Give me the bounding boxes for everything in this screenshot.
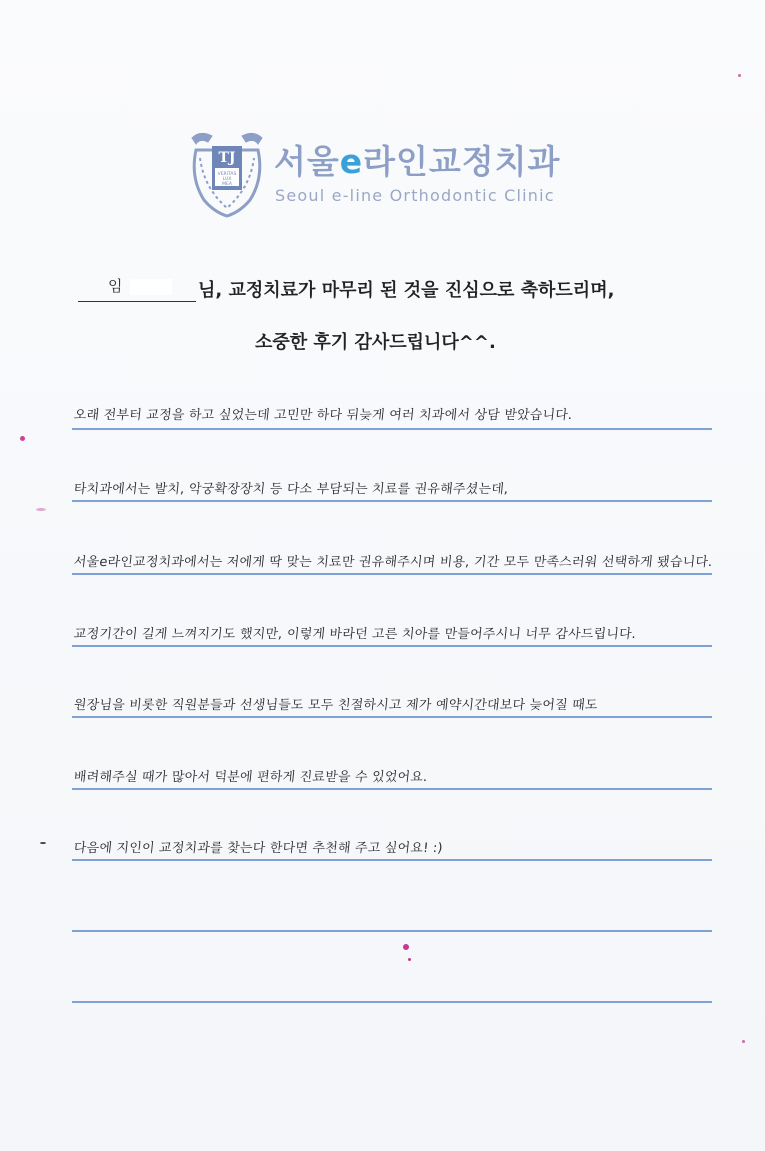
ruled-line [72, 500, 712, 502]
svg-text:LUX: LUX [222, 177, 232, 182]
ruled-line [72, 716, 712, 718]
ink-speck [40, 842, 46, 844]
ink-speck [408, 958, 411, 961]
thanks-line: 소중한 후기 감사드립니다^^. [255, 332, 496, 353]
ink-speck [738, 74, 741, 77]
review-line-1: 오래 전부터 교정을 하고 싶었는데 고민만 하다 뒤늦게 여러 치과에서 상담 받았습니다. [73, 408, 574, 423]
ruled-line [72, 788, 712, 790]
e-mark-icon: e [339, 142, 364, 181]
review-line-2: 타치과에서는 발치, 악궁확장장치 등 다소 부담되는 치료를 권유해주셨는데, [73, 482, 510, 497]
ruled-line [72, 1001, 712, 1003]
clinic-logo [186, 128, 606, 228]
clinic-name-ko: 서울e라인교정치과 [274, 142, 561, 181]
university-emblem-icon [186, 128, 268, 218]
review-line-3: 서울e라인교정치과에서는 저에게 딱 맞는 치료만 권유해주시며 비용, 기간 모두 만족스러워 선택하게 됐습니다. [73, 555, 714, 570]
review-line-7: 다음에 지인이 교정치과를 찾는다 한다면 추천해 주고 싶어요! :) [73, 841, 444, 856]
ink-speck [742, 1040, 745, 1043]
ruled-line [72, 428, 712, 430]
review-line-4: 교정기간이 길게 느껴지기도 했지만, 이렇게 바라던 고른 치아를 만들어주시니 너무 감사드립니다. [73, 627, 637, 642]
review-line-5: 원장님을 비롯한 직원분들과 선생님들도 모두 친절하시고 제가 예약시간대보다 늦어질 때도 [73, 698, 599, 713]
svg-text:TJ: TJ [218, 150, 236, 166]
ruled-line [72, 859, 712, 861]
greeting-line [78, 276, 718, 302]
svg-text:VERITAS: VERITAS [217, 172, 237, 177]
clinic-name-en: Seoul e-line Orthodontic Clinic [275, 186, 555, 205]
name-redaction [130, 279, 172, 295]
ruled-line [72, 930, 712, 932]
review-line-6: 배려해주실 때가 많아서 덕분에 편하게 진료받을 수 있었어요. [73, 770, 429, 785]
greeting-text: 님, 교정치료가 마무리 된 것을 진심으로 축하드리며, [198, 280, 615, 301]
ruled-line [72, 573, 712, 575]
patient-name-blank [78, 277, 196, 302]
ink-speck [36, 508, 46, 511]
patient-name: 임 [108, 277, 123, 295]
ruled-line [72, 645, 712, 647]
svg-text:MEA: MEA [222, 182, 232, 187]
ink-speck [20, 436, 25, 441]
ink-speck [403, 944, 409, 950]
